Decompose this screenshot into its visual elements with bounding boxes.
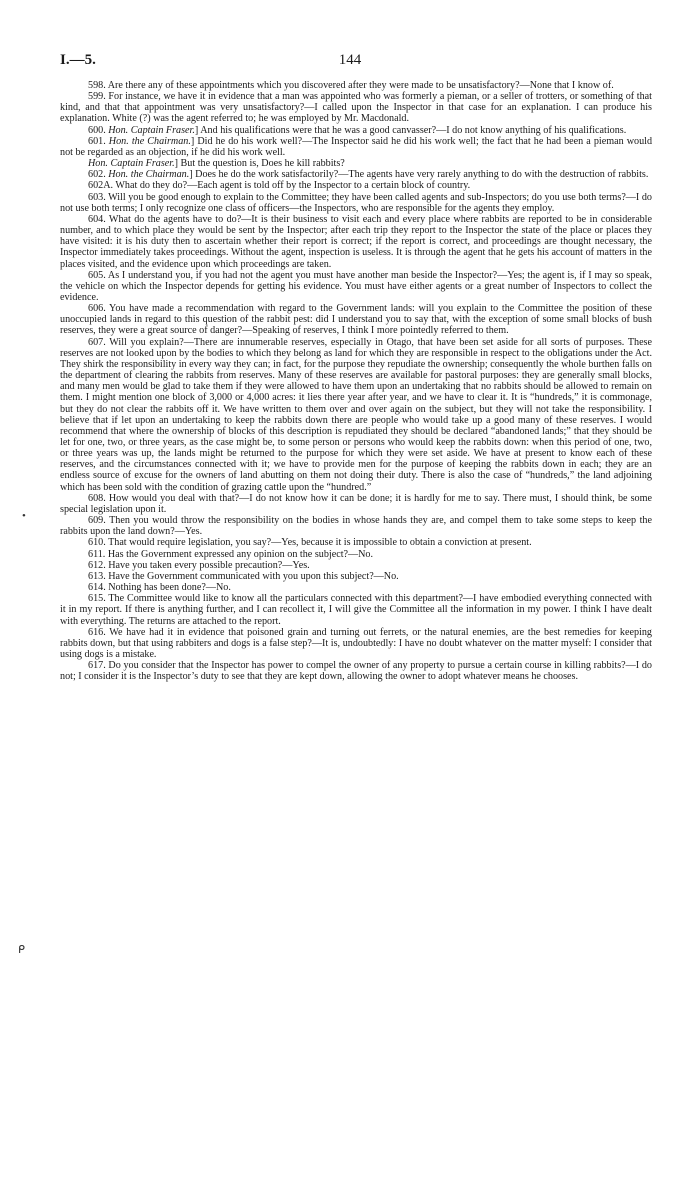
testimony-paragraph [60, 303, 652, 336]
margin-squiggle-mark: ᑭ [18, 944, 25, 956]
testimony-paragraph [60, 337, 652, 493]
testimony-paragraph [60, 537, 652, 548]
paragraph-text: 610. That would require legislation, you say?—Yes, because it is impossible to obtain a conviction at present. [88, 537, 532, 549]
paragraph-text: ] But the question is, Does he kill rabbits? [174, 158, 345, 170]
testimony-paragraph [60, 270, 652, 303]
page-number: 144 [338, 52, 362, 68]
testimony-paragraph [60, 125, 652, 136]
paragraph-text: 604. What do the agents have to do?—It is their business to visit each and every place where rabbits are reported to be in considerable number, and to which place they would be sent by the Inspector; after each trip they report to the Inspector the state of the place or places they have visited: it is his duty then to ascertain whether their report is correct; if the report is correct, and proceedings are thought necessary, the Inspector immediately takes proceedings. Without the agent, inspection is useless. It is through the agent that he gets his account of matters in the places visited, and the evidence upon which proceedings are taken. [60, 213, 652, 270]
testimony-paragraph [60, 627, 652, 660]
paragraph-text: 611. Has the Government expressed any opinion on the subject?—No. [88, 548, 374, 560]
speaker-name: Hon. the Chairman. [108, 135, 191, 147]
testimony-paragraph [60, 593, 652, 626]
testimony-paragraph [60, 571, 652, 582]
paragraph-text: 602. [88, 169, 109, 181]
testimony-paragraph [60, 91, 652, 124]
speaker-name: Hon. the Chairman. [108, 169, 190, 181]
testimony-paragraph [60, 180, 652, 191]
paragraph-text: 600. [88, 124, 109, 136]
testimony-paragraph [60, 158, 652, 169]
testimony-paragraph [60, 560, 652, 571]
testimony-paragraph [60, 515, 652, 537]
speaker-name: Hon. Captain Fraser. [88, 158, 175, 170]
paragraph-text: 602A. What do they do?—Each agent is told off by the Inspector to a certain block of country. [88, 180, 471, 192]
paragraph-text: 599. For instance, we have it in evidence that a man was appointed who was formerly a pieman, or a seller of trotters, or something of that kind, and that that appointment was very unsatisfactory?—I called upon the Inspector in that case for an explanation. I can produce his explanation. White (?) was the agent referred to; he was employed by Mr. Macdonald. [60, 91, 652, 125]
paragraph-text: 617. Do you consider that the Inspector has power to compel the owner of any property to pursue a certain course in killing rabbits?—I do not; I consider it is the Inspector’s duty to see that they are kept down, allowing the owner to adopt whatever means he chooses. [60, 660, 652, 683]
paragraph-text: 615. The Committee would like to know all the particulars connected with this department?—I have embodied everything connected with it in my report. If there is anything further, and I can recollect it, I will give the Committee all the information in my power. I think I have dealt with everything. The returns are attached to the report. [60, 593, 652, 627]
paragraph-text: ] Does he do the work satisfactorily?—The agents have very rarely anything to do with the destruction of rabbits. [189, 169, 649, 181]
paragraph-text: 605. As I understand you, if you had not the agent you must have another man beside the Inspector?—Yes; the agent is, if I may so speak, the vehicle on which the Inspector depends for getting his evidence. You must have either agents or a great number of Inspectors to collect the evidence. [60, 269, 652, 303]
paragraph-text: 607. Will you explain?—There are innumerable reserves, especially in Otago, that have been set aside for all sorts of purposes. These reserves are not looked upon by the bodies to which they belong as land for which they are responsible in respect to the obligations under the Act. They shirk the responsibility in every way they can; in fact, for the purpose they repudiate the ownership; consequently the whole burthen falls on the department of clearing the rabbits from reserves. Many of these reserves are available for pastoral purposes: they are generally small blocks, and many men would be glad to take them if they were allowed to have them upon an undertaking that no rabbits should be allowed to remain on them. I might mention one block of 3,000 or 4,000 acres: it lies there year after year, and we have to clear it. It is “hundreds,” it is commonage, but they do not clear the rabbits off it. We have written to them over and over again on the subject, but they will not take the responsibility. I believe that if let upon an undertaking to keep the rabbits down there are people who would take up a good many of these reserves. I would recommend that where the ownership of blocks of this description is repudiated they should be declared “abandoned lands;” that they should be let for one, two, or three years, as the case might be, to some person or persons who would keep the rabbits down: when this period of one, two, or three years was up, the lands might be returned to the purpose for which they were set aside. We have at present to know each of these reserves, and the circumstances connected with it; we have to provide men for the purpose of keeping the rabbits down in each; they are an endless source of excuse for the owners of land abutting on them not doing their duty. There is also the case of “hundreds,” the land adjoining which has been sold with the condition of grazing cattle upon the “hundred.” [60, 336, 652, 493]
testimony-paragraph [60, 136, 652, 158]
paragraph-text: 603. Will you be good enough to explain to the Committee; they have been called agents and sub-Inspectors; do you use both terms?—I do not use both terms; I only recognize one class of officers—the Inspectors, who are responsible for the agents they employ. [60, 191, 652, 214]
testimony-paragraph [60, 549, 652, 560]
testimony-paragraph [60, 80, 652, 91]
testimony-paragraph [60, 169, 652, 180]
document-reference: I.—5. [60, 52, 96, 68]
paragraph-text: 616. We have had it in evidence that poisoned grain and turning out ferrets, or the natural enemies, are the best remedies for keeping rabbits down, but that using rabbiters and dogs is a false step?—It is, undoubtedly: I have no doubt whatever on the matter myself: I consider that using dogs is a mistake. [60, 626, 652, 660]
paragraph-text: 598. Are there any of these appointments which you discovered after they were made to be unsatisfactory?—None that I know of. [88, 80, 614, 91]
page-header [60, 52, 640, 74]
paragraph-text: ] And his qualifications were that he was a good canvasser?—I do not know anything of his qualifications. [194, 124, 627, 136]
paragraph-text: 614. Nothing has been done?—No. [88, 582, 231, 594]
margin-dot-mark: • [22, 510, 26, 522]
testimony-paragraph [60, 493, 652, 515]
testimony-paragraph [60, 214, 652, 270]
paragraph-text: 601. [88, 135, 109, 147]
speaker-name: Hon. Captain Fraser. [108, 124, 195, 136]
paragraph-text: 609. Then you would throw the responsibility on the bodies in whose hands they are, and compel them to take some steps to keep the rabbits upon the land down?—Yes. [60, 515, 652, 538]
paragraph-text: 613. Have the Government communicated with you upon this subject?—No. [88, 570, 399, 582]
paragraph-text: 612. Have you taken every possible precaution?—Yes. [88, 559, 310, 571]
paragraph-text: 606. You have made a recommendation with regard to the Government lands: will you explain to the Committee the position of these unoccupied lands in regard to this question of the rabbit pest: did I understand you to say that, with the exception of some small blocks of bush reserves, they were a great source of danger?—Speaking of reserves, I think I more pointedly referred to them. [60, 303, 652, 337]
testimony-paragraph [60, 582, 652, 593]
testimony-body [60, 80, 652, 682]
testimony-paragraph [60, 192, 652, 214]
paragraph-text: 608. How would you deal with that?—I do not know how it can be done; it is hardly for me to say. There must, I should think, be some special legislation upon it. [60, 492, 652, 515]
testimony-paragraph [60, 660, 652, 682]
paragraph-text: ] Did he do his work well?—The Inspector said he did his work well; the fact that he had been a pieman would not be regarded as an objection, if he did his work well. [60, 135, 653, 158]
